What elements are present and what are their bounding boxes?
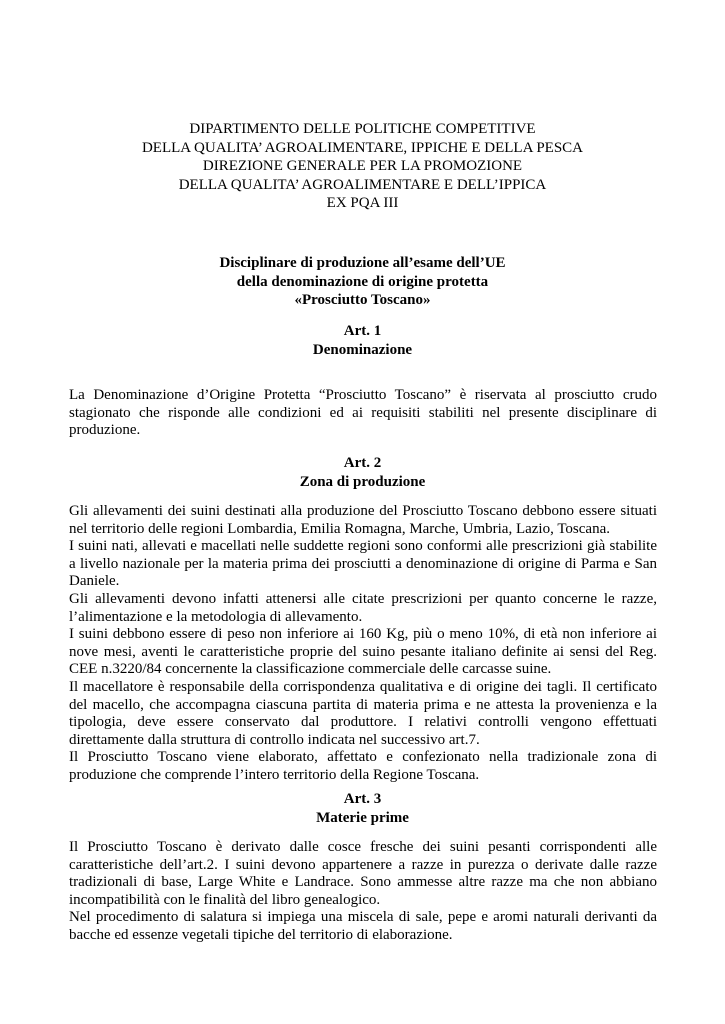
department-header (0, 120, 725, 213)
title-line: Disciplinare di produzione all’esame dell’UE (219, 255, 506, 271)
paragraph: Il Prosciutto Toscano è derivato dalle cosce fresche dei suini pesanti corrispondenti alle caratteristiche dell’art.2. I suini devono appartenere a razze in purezza o derivate dalle razze tradizionali di base, Large White e Landrace. Sono ammesse altre razze ma che non abbiano incompatibilità con le finalità del libro genealogico. (69, 839, 657, 908)
article-name: Materie prime (316, 809, 409, 826)
header-line: DIPARTIMENTO DELLE POLITICHE COMPETITIVE (189, 121, 536, 137)
article-name: Zona di produzione (299, 473, 426, 490)
paragraph: Il Prosciutto Toscano viene elaborato, affettato e confezionato nella tradizionale zona di produzione che comprende l’intero territorio della Regione Toscana. (69, 749, 657, 783)
document-title (0, 254, 725, 310)
header-line: DELLA QUALITA’ AGROALIMENTARE E DELL’IPPICA (178, 176, 547, 193)
title-line: «Prosciutto Toscano» (294, 292, 431, 308)
paragraph: I suini debbono essere di peso non inferiore ai 160 Kg, più o meno 10%, di età non inferiore ai nove mesi, aventi le caratteristiche proprie del suino pesante italiano definite ai sensi del Reg. CEE n.3220/84 concernente la classificazione commerciale delle carcasse suine. (69, 626, 657, 678)
article-2-body (69, 503, 657, 785)
article-number: Art. 1 (343, 323, 382, 339)
header-line: DIREZIONE GENERALE PER LA PROMOZIONE (202, 158, 523, 174)
article-3-body (69, 839, 657, 945)
article-number: Art. 3 (343, 791, 382, 807)
paragraph: Il macellatore è responsabile della corrispondenza qualitativa e di origine dei tagli. Il certificato del macello, che accompagna ciascuna partita di materia prima e ne attesta la provenienza e la tipologia, deve essere conservato dal produttore. I relativi controlli vengono effettuati direttamente dalla struttura di controllo indicata nel successivo art.7. (69, 678, 657, 748)
header-line: DELLA QUALITA’ AGROALIMENTARE, IPPICHE E DELLA PESCA (141, 139, 584, 156)
header-line: EX PQA III (326, 195, 399, 211)
article-2-heading (0, 454, 725, 491)
article-number: Art. 2 (343, 455, 382, 471)
paragraph: I suini nati, allevati e macellati nelle suddette regioni sono conformi alle prescrizioni già stabilite a livello nazionale per la materia prima dei prosciutti a denominazione di origine di Parma e San Daniele. (69, 538, 657, 590)
paragraph: Nel procedimento di salatura si impiega una miscela di sale, pepe e aromi naturali derivanti da bacche ed essenze vegetali tipiche del territorio di elaborazione. (69, 909, 657, 943)
article-name: Denominazione (312, 341, 413, 358)
paragraph: Gli allevamenti devono infatti attenersi alle citate prescrizioni per quanto concerne le razze, l’alimentazione e la metodologia di allevamento. (69, 590, 657, 625)
title-line: della denominazione di origine protetta (236, 273, 489, 290)
article-3-heading (0, 790, 725, 827)
article-1-body (69, 387, 657, 440)
article-1-heading (0, 322, 725, 359)
paragraph: Gli allevamenti dei suini destinati alla produzione del Prosciutto Toscano debbono essere situati nel territorio delle regioni Lombardia, Emilia Romagna, Marche, Umbria, Lazio, Toscana. (69, 503, 657, 537)
paragraph: La Denominazione d’Origine Protetta “Prosciutto Toscano” è riservata al prosciutto crudo stagionato che risponde alle condizioni ed ai requisiti stabiliti nel presente disciplinare di produzione. (69, 387, 657, 439)
